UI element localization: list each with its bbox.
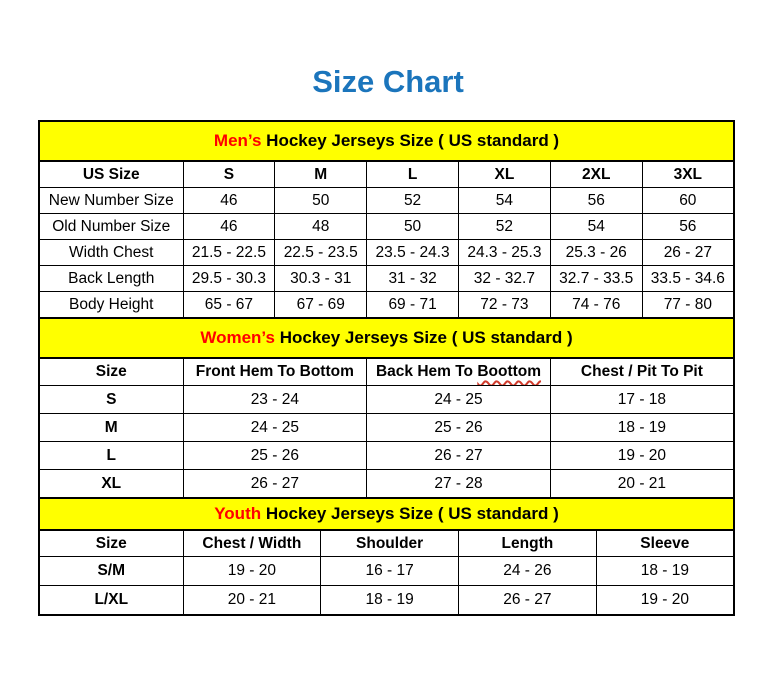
youth-section-banner: [39, 498, 734, 530]
column-header: Back Hem To Boottom: [367, 358, 551, 386]
column-header: Size: [39, 530, 183, 557]
data-cell: 46: [183, 214, 275, 240]
data-cell: 52: [367, 188, 459, 214]
column-header: S: [183, 161, 275, 188]
data-cell: 24 - 25: [367, 386, 551, 414]
data-cell: 30.3 - 31: [275, 266, 367, 292]
data-cell: 54: [458, 188, 550, 214]
data-cell: 18 - 19: [596, 557, 734, 586]
mens-banner-text: Hockey Jerseys Size ( US standard ): [261, 131, 560, 150]
column-header: XL: [458, 161, 550, 188]
mens-section-banner: [39, 121, 734, 161]
data-cell: 50: [275, 188, 367, 214]
data-cell: 17 - 18: [550, 386, 734, 414]
data-cell: 32 - 32.7: [458, 266, 550, 292]
table-row: [39, 188, 734, 214]
womens-banner-text: Hockey Jerseys Size ( US standard ): [274, 328, 573, 347]
data-cell: 50: [367, 214, 459, 240]
column-header: US Size: [39, 161, 183, 188]
data-cell: 65 - 67: [183, 292, 275, 319]
data-cell: 19 - 20: [596, 586, 734, 616]
youth-size-table: [38, 497, 735, 616]
column-header: M: [275, 161, 367, 188]
data-cell: 20 - 21: [550, 470, 734, 499]
header-row: [39, 530, 734, 557]
youth-banner-highlight: Youth: [214, 504, 262, 523]
data-cell: 24 - 25: [183, 414, 367, 442]
column-header: Shoulder: [321, 530, 459, 557]
column-header: L: [367, 161, 459, 188]
column-header: Chest / Width: [183, 530, 321, 557]
data-cell: 27 - 28: [367, 470, 551, 499]
page-title: Size Chart: [312, 64, 464, 99]
row-label: M: [39, 414, 183, 442]
banner-row: [39, 318, 734, 358]
data-cell: 25.3 - 26: [550, 240, 642, 266]
data-cell: 72 - 73: [458, 292, 550, 319]
row-label: XL: [39, 470, 183, 499]
data-cell: 25 - 26: [367, 414, 551, 442]
womens-banner-highlight: Women’s: [200, 328, 275, 347]
data-cell: 54: [550, 214, 642, 240]
row-label: Back Length: [39, 266, 183, 292]
data-cell: 52: [458, 214, 550, 240]
mens-size-table: [38, 120, 735, 319]
data-cell: 22.5 - 23.5: [275, 240, 367, 266]
data-cell: 60: [642, 188, 734, 214]
row-label: Body Height: [39, 292, 183, 319]
row-label: Old Number Size: [39, 214, 183, 240]
table-row: [39, 414, 734, 442]
column-header: Chest / Pit To Pit: [550, 358, 734, 386]
data-cell: 33.5 - 34.6: [642, 266, 734, 292]
data-cell: 77 - 80: [642, 292, 734, 319]
row-label: New Number Size: [39, 188, 183, 214]
table-row: [39, 214, 734, 240]
table-row: [39, 442, 734, 470]
data-cell: 19 - 20: [550, 442, 734, 470]
womens-section-banner: [39, 318, 734, 358]
data-cell: 56: [642, 214, 734, 240]
data-cell: 20 - 21: [183, 586, 321, 616]
data-cell: 46: [183, 188, 275, 214]
mens-banner-highlight: Men’s: [213, 131, 262, 150]
data-cell: 48: [275, 214, 367, 240]
table-row: [39, 557, 734, 586]
row-label: L/XL: [39, 586, 183, 616]
column-header: 2XL: [550, 161, 642, 188]
womens-size-table: [38, 317, 735, 499]
youth-banner-text: Hockey Jerseys Size ( US standard ): [261, 504, 559, 523]
data-cell: 26 - 27: [459, 586, 597, 616]
data-cell: 26 - 27: [367, 442, 551, 470]
data-cell: 31 - 32: [367, 266, 459, 292]
data-cell: 26 - 27: [642, 240, 734, 266]
column-header: 3XL: [642, 161, 734, 188]
table-row: [39, 586, 734, 616]
column-header: Sleeve: [596, 530, 734, 557]
data-cell: 18 - 19: [321, 586, 459, 616]
banner-row: [39, 121, 734, 161]
banner-row: [39, 498, 734, 530]
data-cell: 29.5 - 30.3: [183, 266, 275, 292]
table-row: [39, 292, 734, 319]
row-label: S/M: [39, 557, 183, 586]
data-cell: 18 - 19: [550, 414, 734, 442]
size-chart-sheet: [38, 120, 735, 616]
data-cell: 24 - 26: [459, 557, 597, 586]
data-cell: 23 - 24: [183, 386, 367, 414]
data-cell: 32.7 - 33.5: [550, 266, 642, 292]
row-label: L: [39, 442, 183, 470]
table-row: [39, 240, 734, 266]
data-cell: 21.5 - 22.5: [183, 240, 275, 266]
data-cell: 56: [550, 188, 642, 214]
data-cell: 19 - 20: [183, 557, 321, 586]
data-cell: 23.5 - 24.3: [367, 240, 459, 266]
data-cell: 24.3 - 25.3: [458, 240, 550, 266]
column-header: Size: [39, 358, 183, 386]
table-row: [39, 470, 734, 499]
column-header: Length: [459, 530, 597, 557]
data-cell: 67 - 69: [275, 292, 367, 319]
header-row: [39, 358, 734, 386]
header-row: [39, 161, 734, 188]
row-label: Width Chest: [39, 240, 183, 266]
column-header: Front Hem To Bottom: [183, 358, 367, 386]
row-label: S: [39, 386, 183, 414]
data-cell: 25 - 26: [183, 442, 367, 470]
data-cell: 69 - 71: [367, 292, 459, 319]
misspelled-word: Boottom: [477, 363, 542, 380]
data-cell: 26 - 27: [183, 470, 367, 499]
data-cell: 74 - 76: [550, 292, 642, 319]
data-cell: 16 - 17: [321, 557, 459, 586]
table-row: [39, 266, 734, 292]
table-row: [39, 386, 734, 414]
